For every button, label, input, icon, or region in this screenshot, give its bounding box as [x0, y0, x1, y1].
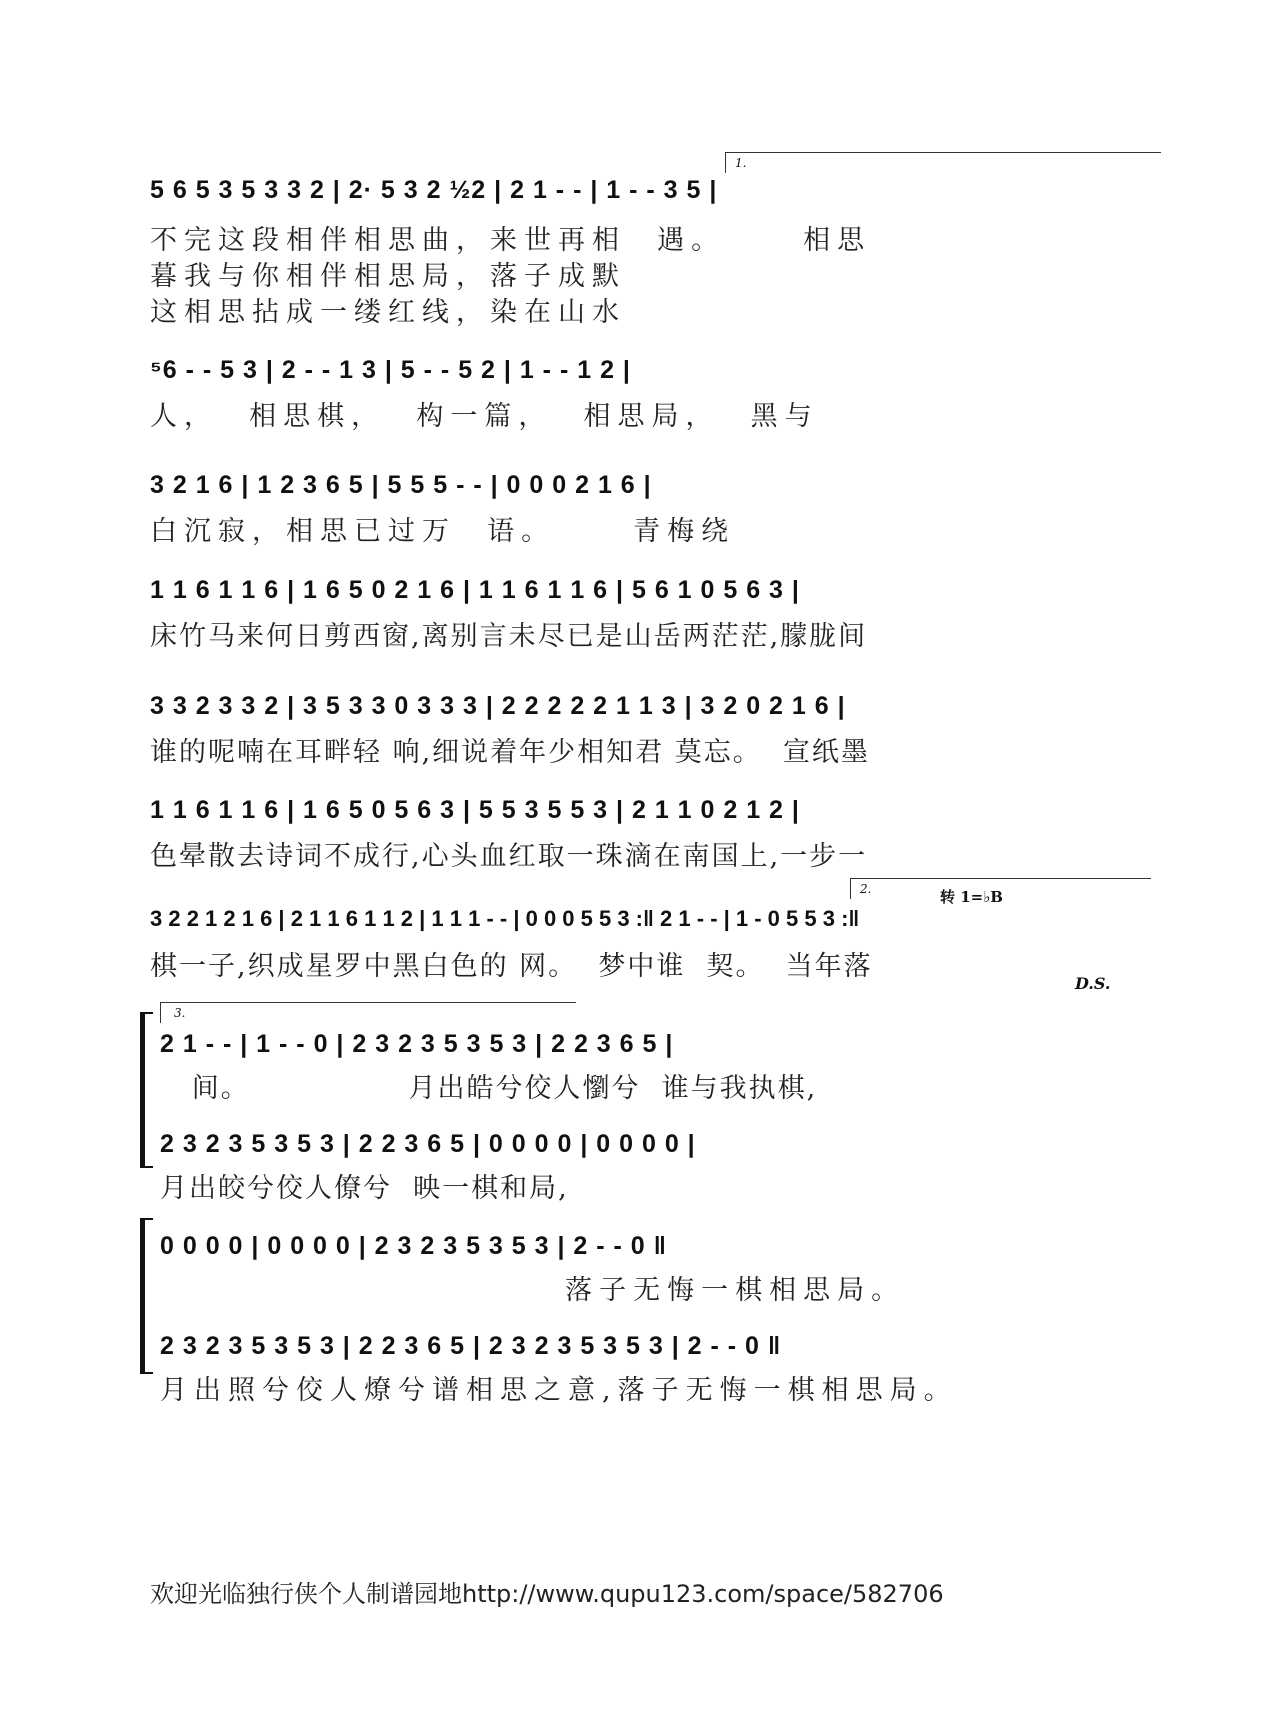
system-brace [140, 1012, 153, 1168]
lyric-line: 间。 月出皓兮佼人懰兮 谁与我执棋, [160, 1073, 818, 1104]
notation-line: 2 3 2 3 5 3 5 3 | 2 2 3 6 5 | 0 0 0 0 | 0 0 0 0 | [160, 1130, 696, 1158]
lyric-line: 棋一子,织成星罗中黑白色的 网。 梦中谁 契。 当年落 [150, 951, 873, 982]
lyric-line: 不完这段相伴相思曲，来世再相 遇。 相思 [150, 225, 872, 256]
lyric-line: 色晕散去诗词不成行,心头血红取一珠滴在南国上,一步一 [150, 841, 868, 872]
lyric-line: 月出照兮佼人燎兮谱相思之意,落子无悔一棋相思局。 [160, 1375, 958, 1406]
volta-bracket-1 [725, 152, 1161, 173]
volta-label-3: 3. [174, 1006, 186, 1020]
notation-line: 1 1 6 1 1 6 | 1 6 5 0 2 1 6 | 1 1 6 1 1 6 | 5 6 1 0 5 6 3 | [150, 576, 800, 604]
notation-line: 3 2 2 1 2 1 6 | 2 1 1 6 1 1 2 | 1 1 1 - - | 0 0 0 5 5 3 :‖ 2 1 - - | 1 - 0 5 5 3 :‖ [150, 906, 860, 931]
notation-line: 3 2 1 6 | 1 2 3 6 5 | 5 5 5 - - | 0 0 0 2 1 6 | [150, 471, 652, 499]
notation-line: 3 3 2 3 3 2 | 3 5 3 3 0 3 3 3 | 2 2 2 2 2 1 1 3 | 3 2 0 2 1 6 | [150, 692, 846, 720]
notation-line: 0 0 0 0 | 0 0 0 0 | 2 3 2 3 5 3 5 3 | 2 - - 0 ‖ [160, 1232, 668, 1260]
key-change-mark: 转 1=♭B [940, 888, 1003, 906]
volta-label-2: 2. [860, 882, 872, 896]
lyric-line: 落子无悔一棋相思局。 [160, 1275, 906, 1306]
lyric-line: 人， 相思棋， 构一篇， 相思局， 黑与 [150, 401, 819, 432]
lyric-line: 这相思拈成一缕红线，染在山水 [150, 297, 626, 328]
system-brace [140, 1218, 153, 1374]
lyric-line: 月出皎兮佼人僚兮 映一棋和局, [160, 1173, 569, 1204]
footer-credit: 欢迎光临独行侠个人制谱园地http://www.qupu123.com/space/582706 [150, 1580, 944, 1608]
ds-marking: D.S. [1075, 974, 1111, 993]
notation-line: 1 1 6 1 1 6 | 1 6 5 0 5 6 3 | 5 5 3 5 5 3 | 2 1 1 0 2 1 2 | [150, 796, 800, 824]
notation-line: 5 6 5 3 5 3 3 2 | 2· 5 3 2 ½2 | 2 1 - - | 1 - - 3 5 | [150, 176, 718, 204]
lyric-line: 床竹马来何日剪西窗,离别言未尽已是山岳两茫茫,朦胧间 [150, 621, 868, 652]
notation-line: 2 1 - - | 1 - - 0 | 2 3 2 3 5 3 5 3 | 2 2 3 6 5 | [160, 1030, 674, 1058]
lyric-line: 暮我与你相伴相思局，落子成默 [150, 261, 626, 292]
notation-line: 2 3 2 3 5 3 5 3 | 2 2 3 6 5 | 2 3 2 3 5 3 5 3 | 2 - - 0 ‖ [160, 1332, 782, 1360]
volta-label-1: 1. [735, 156, 747, 170]
notation-line: ⁵6 - - 5 3 | 2 - - 1 3 | 5 - - 5 2 | 1 - - 1 2 | [150, 356, 631, 384]
volta-bracket-3 [160, 1002, 576, 1023]
lyric-line: 谁的呢喃在耳畔轻 响,细说着年少相知君 莫忘。 宣纸墨 [150, 737, 870, 768]
lyric-line: 白沉寂，相思已过万 语。 青梅绕 [150, 516, 736, 547]
